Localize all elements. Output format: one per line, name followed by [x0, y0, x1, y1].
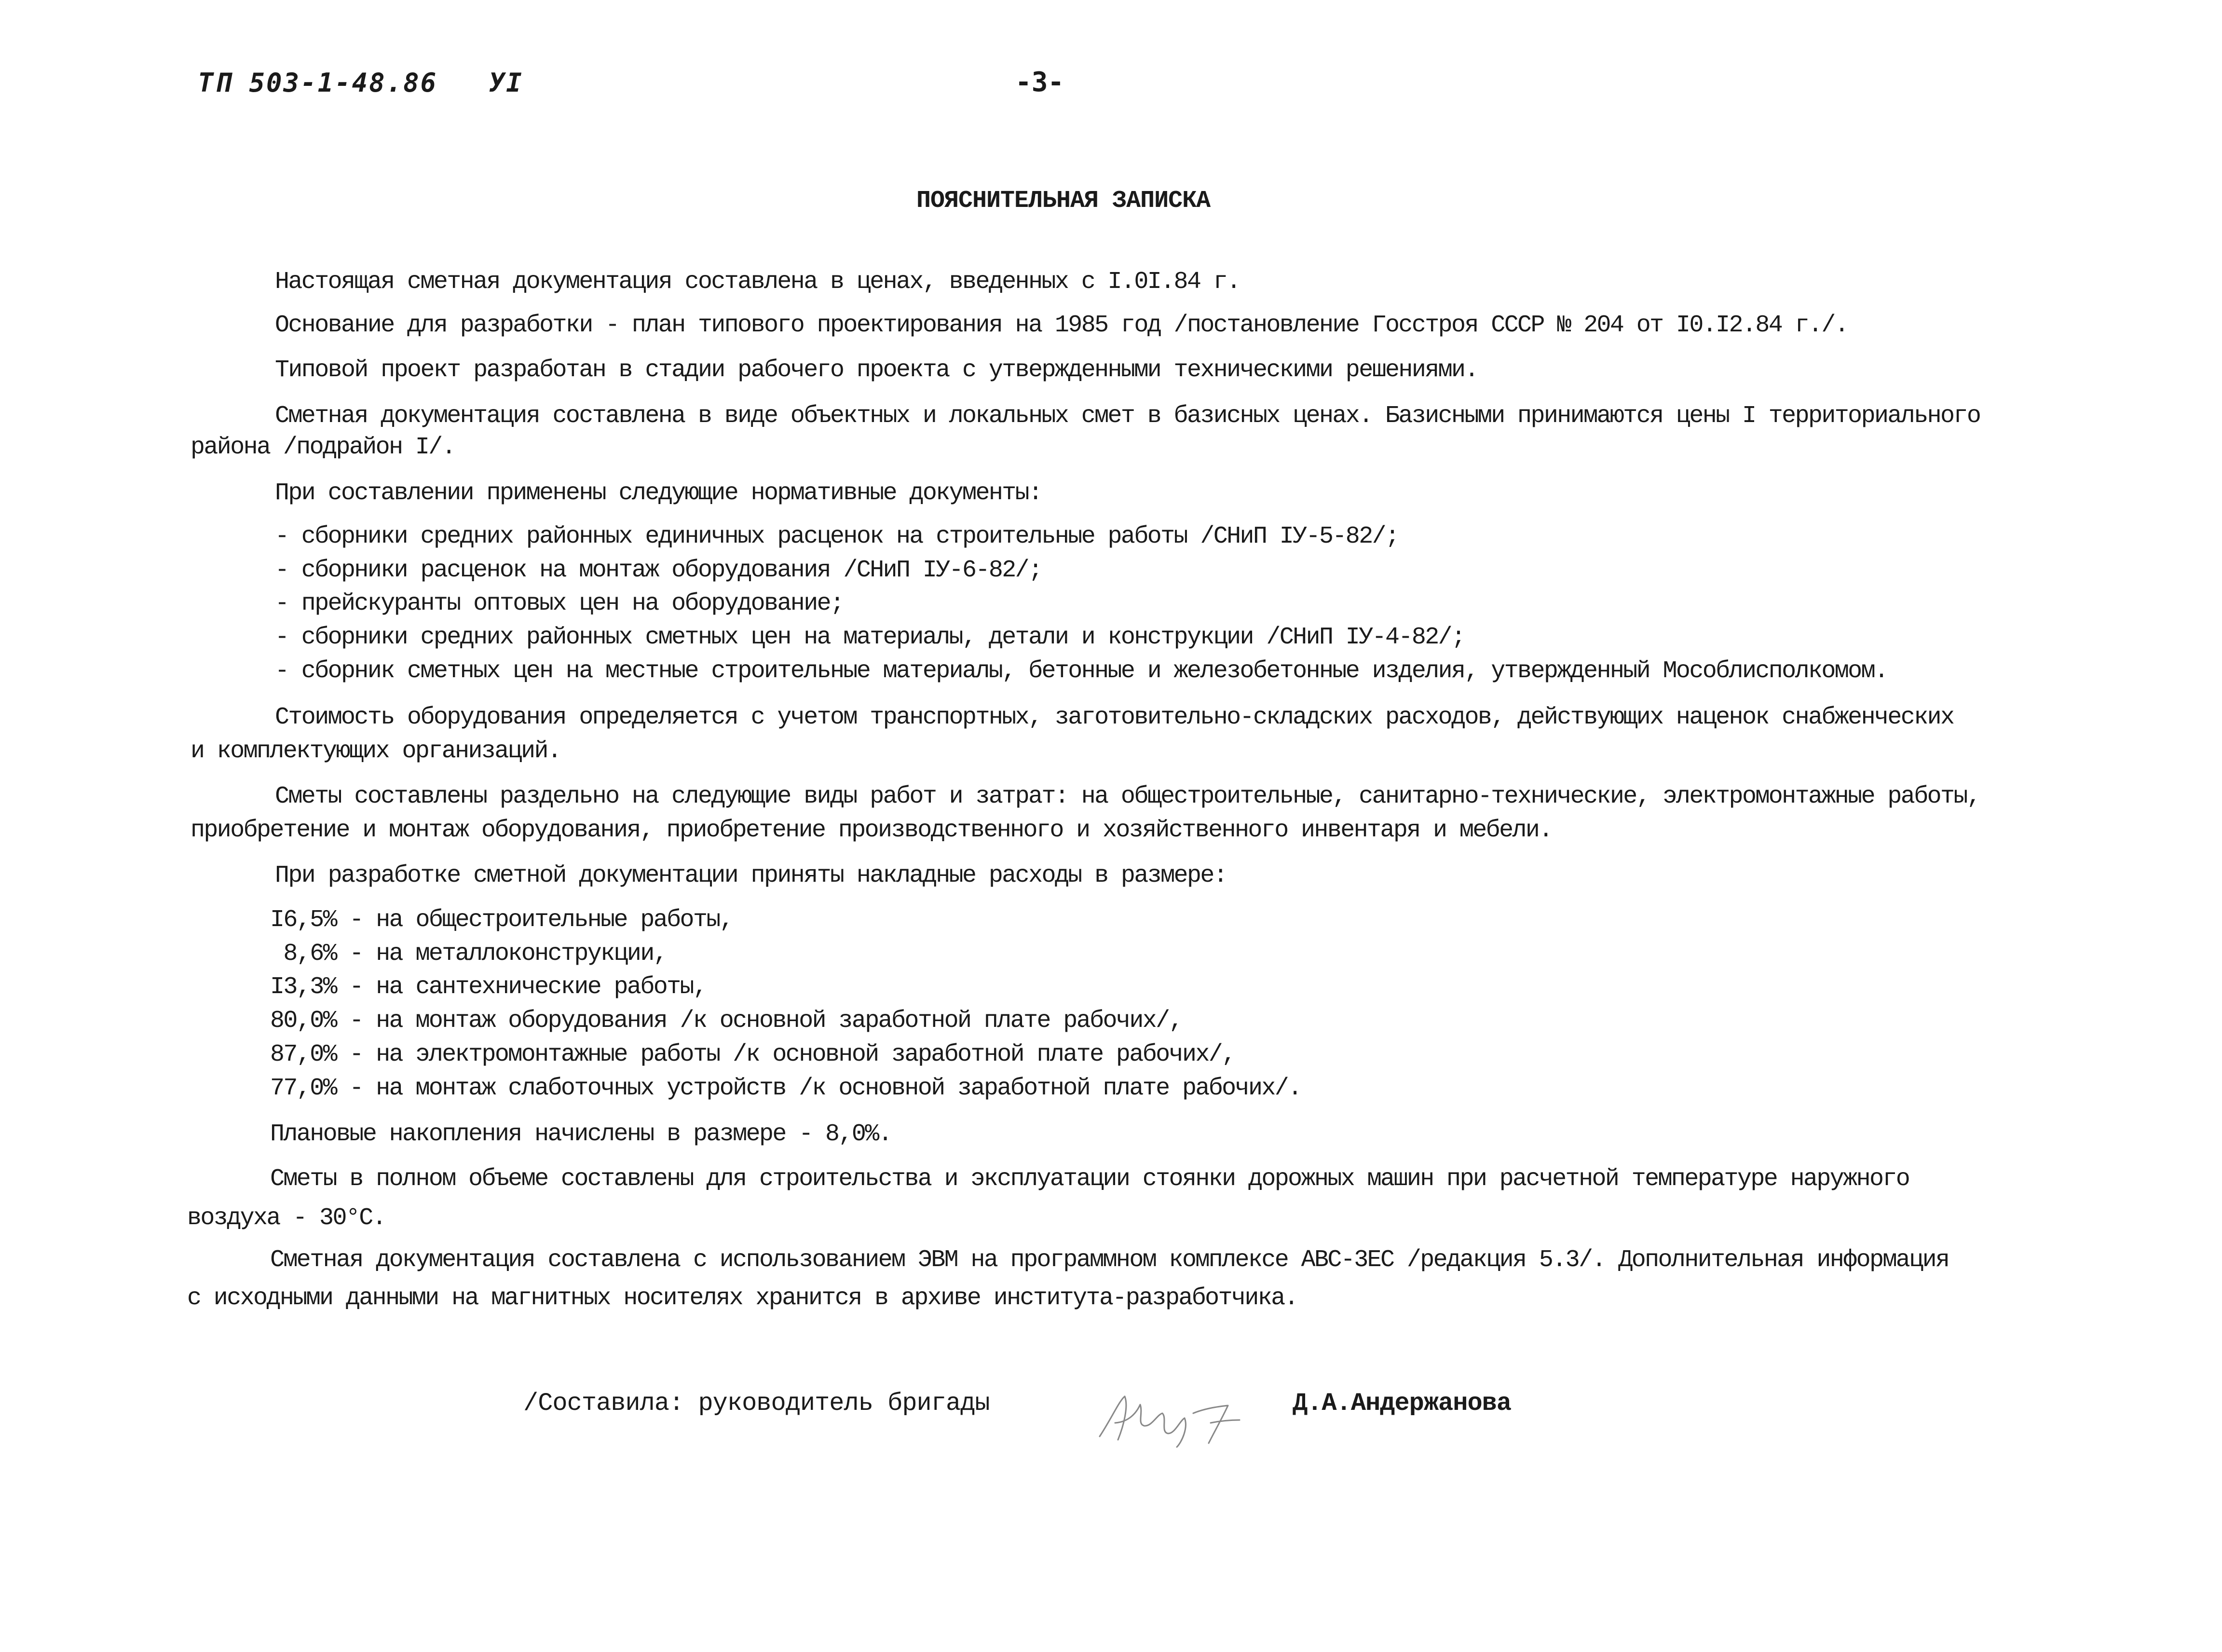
text-line: Настоящая сметная документация составлена в ценах, введенных с I.0I.84 г. — [275, 268, 1240, 296]
document-code — [198, 68, 523, 98]
volume-number: УI — [489, 68, 523, 98]
rate-item: 87,0% - на электромонтажные работы /к основной заработной плате рабочих/, — [270, 1041, 1235, 1068]
list-item: - сборники средних районных единичных расценок на строительные работы /СНиП IУ-5-82/; — [275, 523, 1399, 550]
text-line: с исходными данными на магнитных носителях хранится в архиве института-разработчика. — [187, 1284, 1298, 1312]
text-line: Сметы составлены раздельно на следующие виды работ и затрат: на общестроительные, санитарно-технические, электромонтажные работы, — [275, 783, 1980, 810]
text-line: и комплектующих организаций. — [191, 737, 561, 765]
page-title: ПОЯСНИТЕЛЬНАЯ ЗАПИСКА — [916, 187, 1211, 215]
text-line: При разработке сметной документации приняты накладные расходы в размере: — [275, 862, 1227, 889]
handwritten-signature — [1090, 1379, 1254, 1452]
rate-item: 8,6% - на металлоконструкции, — [270, 940, 667, 968]
signer-name: Д.А.Андержанова — [1293, 1389, 1512, 1418]
list-item: - прейскуранты оптовых цен на оборудование; — [275, 590, 844, 617]
rate-item: 80,0% - на монтаж оборудования /к основной заработной плате рабочих/, — [270, 1007, 1182, 1035]
text-line: приобретение и монтаж оборудования, приобретение производственного и хозяйственного инвентаря и мебели. — [191, 817, 1552, 844]
rate-item: I3,3% - на сантехнические работы, — [270, 973, 707, 1001]
text-line: При составлении применены следующие нормативные документы: — [275, 479, 1042, 507]
text-line: Стоимость оборудования определяется с учетом транспортных, заготовительно-складских расходов, действующих наценок снабженческих — [275, 704, 1954, 731]
page-number: -3- — [1015, 67, 1064, 98]
text-line: Основание для разработки - план типового проектирования на 1985 год /постановление Госстроя СССР № 204 от I0.I2.84 г./. — [275, 312, 1848, 339]
text-line: Сметная документация составлена в виде объектных и локальных смет в базисных ценах. Базисными принимаются цены I территориального — [275, 402, 1980, 430]
text-line: района /подрайон I/. — [191, 434, 455, 461]
list-item: - сборник сметных цен на местные строительные материалы, бетонные и железобетонные изделия, утвержденный Мособлисполкомом. — [275, 657, 1888, 685]
signer-label: /Составила: руководитель бригады — [523, 1389, 990, 1418]
text-line: Сметы в полном объеме составлены для строительства и эксплуатации стоянки дорожных машин при расчетной температуре наружного — [270, 1165, 1909, 1193]
rate-item: 77,0% - на монтаж слаботочных устройств /к основной заработной плате рабочих/. — [270, 1075, 1301, 1102]
list-item: - сборники средних районных сметных цен на материалы, детали и конструкции /СНиП IУ-4-82/; — [275, 624, 1465, 651]
text-line: Плановые накопления начислены в размере - 8,0%. — [270, 1120, 892, 1148]
text-line: Типовой проект разработан в стадии рабочего проекта с утвержденными техническими решениями. — [275, 356, 1478, 384]
rate-item: I6,5% - на общестроительные работы, — [270, 906, 733, 934]
text-line: воздуха - 30°С. — [187, 1204, 386, 1232]
doc-code-text: ТП 503-1-48.86 — [198, 68, 438, 98]
text-line: Сметная документация составлена с использованием ЭВМ на программном комплексе АВС-3ЕС /редакция 5.3/. Дополнительная информация — [270, 1246, 1949, 1274]
list-item: - сборники расценок на монтаж оборудования /СНиП IУ-6-82/; — [275, 557, 1042, 584]
